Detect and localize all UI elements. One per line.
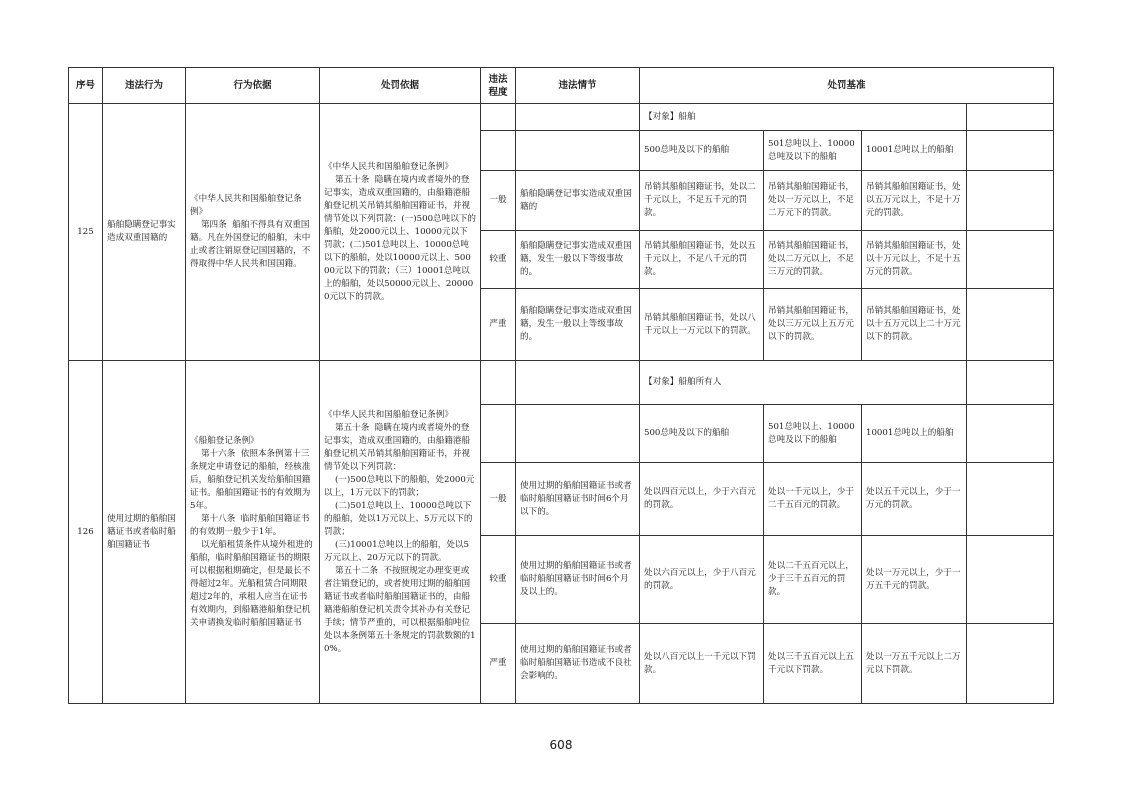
empty-cell	[516, 361, 640, 405]
standard-tier-2: 吊销其船舶国籍证书，处以一万元以上，不足二万元下的罚款。	[764, 171, 862, 231]
object-label: 【对象】船舶所有人	[640, 361, 967, 405]
empty-cell	[967, 231, 1054, 289]
empty-cell	[481, 361, 516, 405]
empty-cell	[967, 405, 1054, 463]
empty-cell	[481, 104, 516, 131]
header-circumstance: 违法情节	[516, 68, 640, 104]
row-penalty-basis: 《中华人民共和国船舶登记条例》 第五十条 隐瞒在境内或者境外的登记事实，造成双重国籍的，由船籍港船舶登记机关吊销其船舶国籍证书，并视情节处以下列罚款： (一)500总吨以下的船舶，处2000元以上，1万元以下的罚款； (二)501总吨以上、10000总吨以下的船舶，处以1万元以上、5万元以下的罚款； (三)10001总吨以上的船舶，处以5万元以上、20万元以下的罚款。 第五十二条 不按照规定办理变更或者注销登记的，或者使用过期的船舶国籍证书或者临时船舶国籍证书的，由船籍港船舶登记机关责令其补办有关登记手续；情节严重的，可以根据船舶吨位处以本条例第五十条规定的罚款数额的10%。	[320, 361, 481, 704]
tier-3: 10001总吨以上的船舶	[862, 131, 967, 171]
standard-tier-1: 处以八百元以上一千元以下罚款。	[640, 624, 764, 704]
standard-tier-2: 处以一千元以上，少于二千五百元的罚款。	[764, 463, 862, 536]
standard-tier-3: 吊销其船舶国籍证书，处以五万元以上，不足十万元的罚款。	[862, 171, 967, 231]
empty-cell	[967, 131, 1054, 171]
empty-cell	[481, 405, 516, 463]
empty-cell	[967, 624, 1054, 704]
standard-tier-2: 吊销其船舶国籍证书，处以三万元以上五万元以下的罚款。	[764, 289, 862, 361]
empty-cell	[516, 104, 640, 131]
standard-tier-1: 处以六百元以上，少于八百元的罚款。	[640, 536, 764, 624]
empty-cell	[967, 361, 1054, 405]
standard-tier-1: 吊销其船舶国籍证书，处以八千元以上一万元以下的罚款。	[640, 289, 764, 361]
object-label: 【对象】船舶	[640, 104, 967, 131]
circumstance: 船舶隐瞒登记事实造成双重国籍，发生一般以上等级事故的。	[516, 289, 640, 361]
penalty-standard-table	[68, 67, 1054, 704]
empty-cell	[967, 104, 1054, 131]
row-no: 125	[69, 104, 103, 361]
header-no: 序号	[69, 68, 103, 104]
standard-tier-1: 吊销其船舶国籍证书，处以五千元以上，不足八千元的罚款。	[640, 231, 764, 289]
standard-tier-1: 吊销其船舶国籍证书，处以二千元以上，不足五千元的罚款。	[640, 171, 764, 231]
table-row	[69, 104, 1054, 131]
empty-cell	[516, 405, 640, 463]
header-row	[69, 68, 1054, 104]
header-basis: 行为依据	[186, 68, 320, 104]
empty-cell	[516, 131, 640, 171]
row-basis: 《中华人民共和国船舶登记条例》 第四条 船舶不得具有双重国籍。凡在外国登记的船舶，未中止或者注销原登记国国籍的，不得取得中华人民共和国国籍。	[186, 104, 320, 361]
row-basis: 《船舶登记条例》 第十六条 依照本条例第十三条规定申请登记的船舶，经核准后，船舶登记机关发给船舶国籍证书。船舶国籍证书的有效期为5年。 第十八条 临时船舶国籍证书的有效期一般少于1年。 以光船租赁条件从境外租进的船舶，临时船舶国籍证书的期限可以根据租期确定，但是最长不得超过2年。光船租赁合同期限超过2年的，承租人应当在证书有效期内，到船籍港船舶登记机关申请换发临时船舶国籍证书	[186, 361, 320, 704]
row-act: 船舶隐瞒登记事实造成双重国籍的	[103, 104, 186, 361]
standard-tier-3: 吊销其船舶国籍证书，处以十五万元以上二十万元以下的罚款。	[862, 289, 967, 361]
header-standard: 处罚基准	[640, 68, 1054, 104]
table-row	[69, 361, 1054, 405]
empty-cell	[967, 289, 1054, 361]
degree: 较重	[481, 536, 516, 624]
standard-tier-2: 吊销其船舶国籍证书，处以二万元以上，不足三万元的罚款。	[764, 231, 862, 289]
degree: 严重	[481, 289, 516, 361]
empty-cell	[481, 131, 516, 171]
row-no: 126	[69, 361, 103, 704]
tier-3: 10001总吨以上的船舶	[862, 405, 967, 463]
row-act: 使用过期的船舶国籍证书或者临时船舶国籍证书	[103, 361, 186, 704]
degree: 一般	[481, 463, 516, 536]
header-degree: 违法 程度	[481, 68, 516, 104]
tier-2: 501总吨以上、10000总吨及以下的船舶	[764, 405, 862, 463]
circumstance: 船舶隐瞒登记事实造成双重国籍，发生一般以下等级事故的。	[516, 231, 640, 289]
circumstance: 船舶隐瞒登记事实造成双重国籍的	[516, 171, 640, 231]
page-number: 608	[549, 738, 573, 752]
standard-tier-3: 处以一万元以上，少于一万五千元的罚款。	[862, 536, 967, 624]
standard-tier-2: 处以二千五百元以上，少于三千五百元的罚款。	[764, 536, 862, 624]
circumstance: 使用过期的船舶国籍证书或者临时船舶国籍证书时间6个月及以上的。	[516, 536, 640, 624]
standard-tier-2: 处以三千五百元以上五千元以下罚款。	[764, 624, 862, 704]
row-penalty-basis: 《中华人民共和国船舶登记条例》 第五十条 隐瞒在境内或者境外的登记事实，造成双重国籍的，由船籍港船舶登记机关吊销其船舶国籍证书，并视情节处以下列罚款：(一)500总吨以下的船舶，处2000元以上、10000元以下罚款；(二)501总吨以上、10000总吨以下的船舶，处以10000元以上、50000元以下的罚款；（三）10001总吨以上的船舶，处以50000元以上、200000元以下的罚款。	[320, 104, 481, 361]
empty-cell	[967, 171, 1054, 231]
header-penalty-basis: 处罚依据	[320, 68, 481, 104]
degree: 较重	[481, 231, 516, 289]
header-act: 违法行为	[103, 68, 186, 104]
empty-cell	[967, 463, 1054, 536]
circumstance: 使用过期的船舶国籍证书或者临时船舶国籍证书时间6个月以下的。	[516, 463, 640, 536]
tier-1: 500总吨及以下的船舶	[640, 405, 764, 463]
tier-1: 500总吨及以下的船舶	[640, 131, 764, 171]
degree: 一般	[481, 171, 516, 231]
standard-tier-1: 处以四百元以上，少于六百元的罚款。	[640, 463, 764, 536]
standard-tier-3: 处以一万五千元以上二万元以下罚款。	[862, 624, 967, 704]
standard-tier-3: 吊销其船舶国籍证书，处以十万元以上，不足十五万元的罚款。	[862, 231, 967, 289]
tier-2: 501总吨以上、10000总吨及以下的船舶	[764, 131, 862, 171]
circumstance: 使用过期的船舶国籍证书或者临时船舶国籍证书造成不良社会影响的。	[516, 624, 640, 704]
degree: 严重	[481, 624, 516, 704]
standard-tier-3: 处以五千元以上，少于一万元的罚款。	[862, 463, 967, 536]
empty-cell	[967, 536, 1054, 624]
